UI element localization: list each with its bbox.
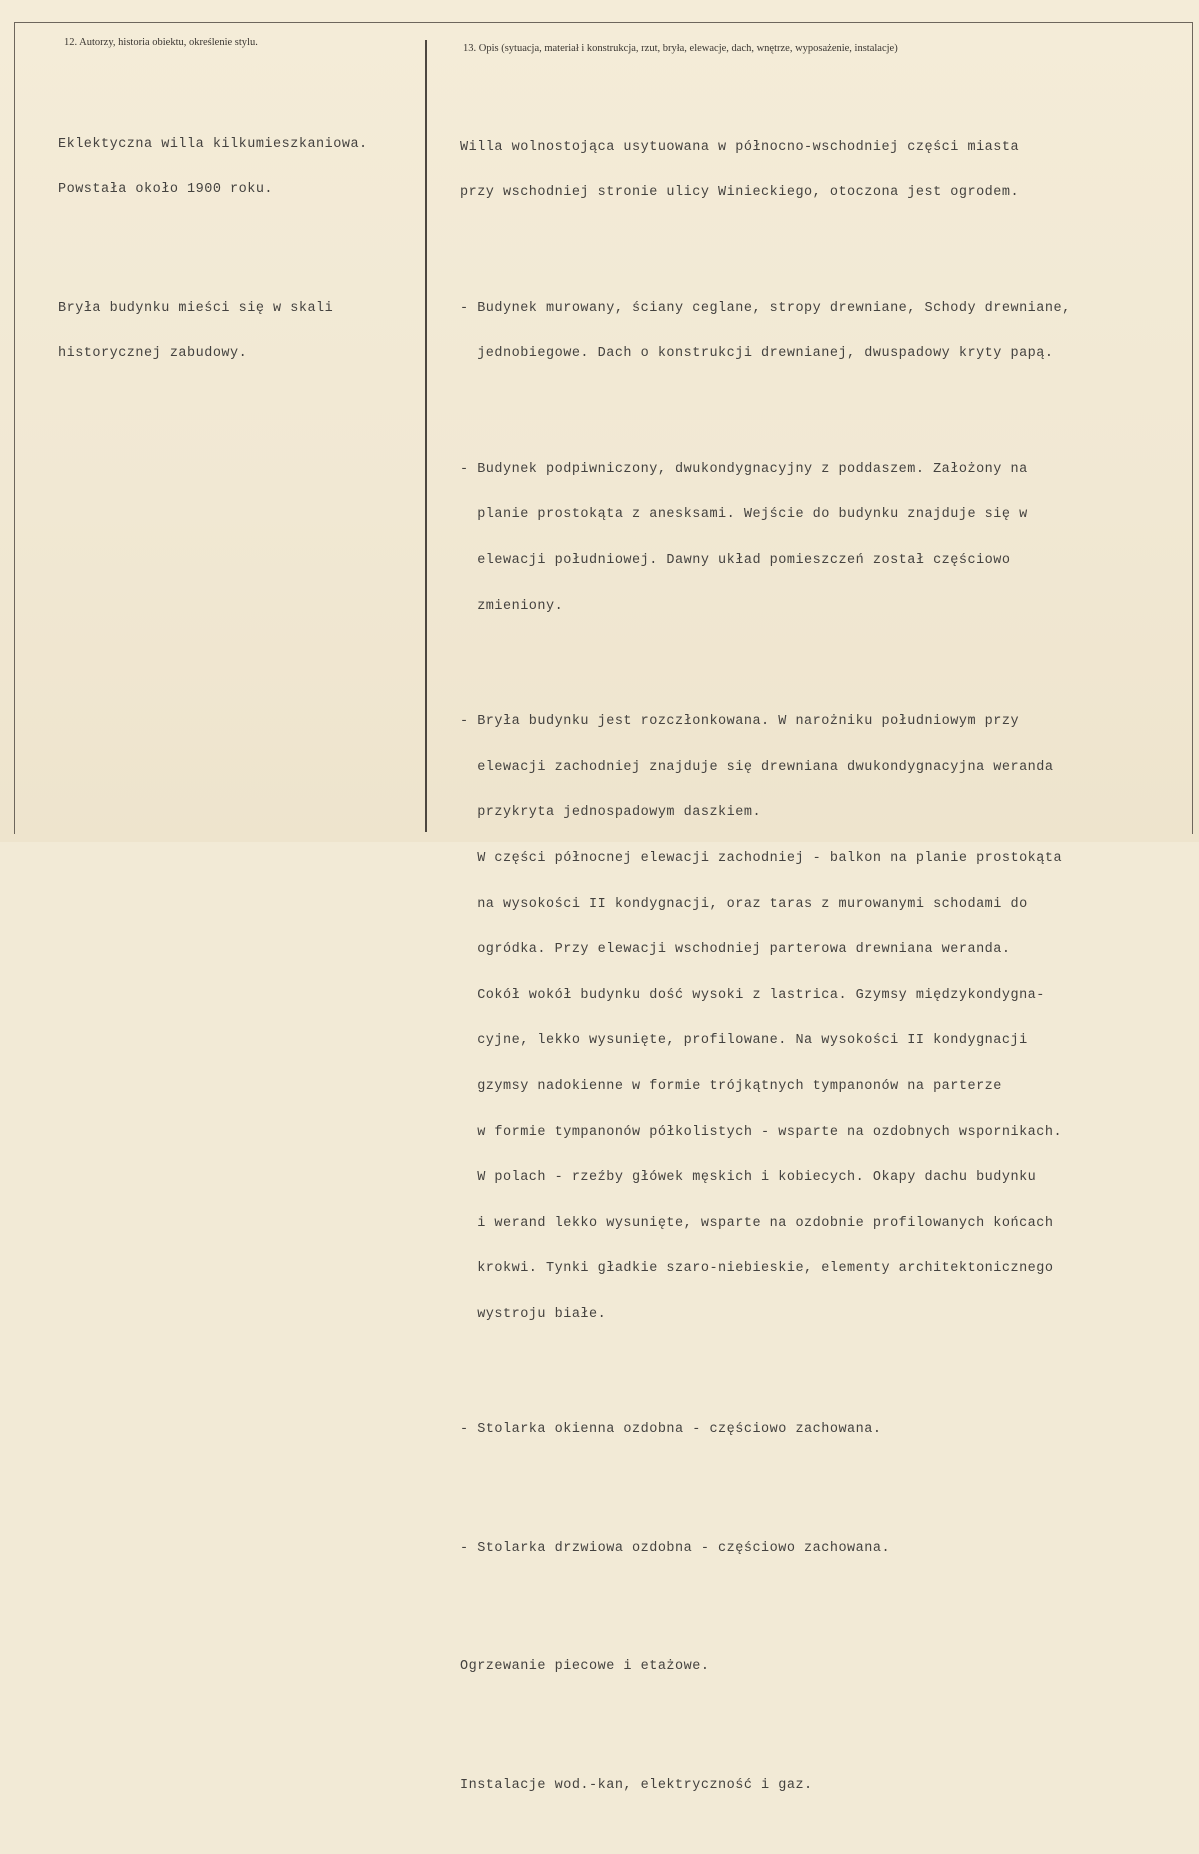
text-line: na wysokości II kondygnacji, oraz taras z murowanymi schodami do: [460, 896, 1028, 912]
section-13-header: 13. Opis (sytuacja, materiał i konstrukcja, rzut, bryła, elewacje, dach, wnętrze, wyposażenie, instalacje): [463, 43, 898, 54]
form-border-right: [1192, 22, 1193, 834]
text-line: Bryła budynku mieści się w skali: [58, 300, 334, 316]
section-12-header: 12. Autorzy, historia obiektu, określenie stylu.: [64, 37, 258, 48]
text-line: Eklektyczna willa kilkumieszkaniowa.: [58, 136, 368, 152]
text-line: - Bryła budynku jest rozczłonkowana. W narożniku południowym przy: [460, 714, 1020, 730]
section-13-text: [460, 79, 1071, 1854]
text-line: planie prostokąta z anesksami. Wejście do budynku znajduje się w: [460, 507, 1028, 523]
text-line: w formie tympanonów półkolistych - wsparte na ozdobnych wspornikach.: [460, 1124, 1063, 1140]
text-line: W części północnej elewacji zachodniej - balkon na planie prostokąta: [460, 850, 1063, 866]
style-paragraph: [58, 106, 368, 228]
text-line: jednobiegowe. Dach o konstrukcji drewnianej, dwuspadowy kryty papą.: [460, 346, 1054, 362]
column-divider: [425, 40, 427, 832]
text-line: historycznej zabudowy.: [58, 346, 248, 362]
massing-item: [460, 684, 1071, 1353]
text-line: W polach - rzeźby główek męskich i kobiecych. Okapy dachu budynku: [460, 1170, 1037, 1186]
text-line: cyjne, lekko wysunięte, profilowane. Na wysokości II kondygnacji: [460, 1033, 1028, 1049]
installations-line: [460, 1747, 1071, 1823]
text-line: elewacji zachodniej znajduje się drewniana dwukondygnacyjna weranda: [460, 759, 1054, 775]
text-line: - Stolarka okienna ozdobna - częściowo zachowana.: [460, 1422, 882, 1438]
form-border-left: [14, 22, 15, 834]
windows-item: [460, 1392, 1071, 1468]
text-line: - Stolarka drzwiowa ozdobna - częściowo zachowana.: [460, 1540, 891, 1556]
text-line: i werand lekko wysunięte, wsparte na ozdobnie profilowanych końcach: [460, 1215, 1054, 1231]
text-line: Willa wolnostojąca usytuowana w północno-wschodniej części miasta: [460, 139, 1020, 155]
text-line: elewacji południowej. Dawny układ pomieszczeń został częściowo: [460, 553, 1011, 569]
text-line: wystroju białe.: [460, 1307, 607, 1323]
text-line: Powstała około 1900 roku.: [58, 182, 274, 198]
text-line: Ogrzewanie piecowe i etażowe.: [460, 1659, 710, 1675]
text-line: gzymsy nadokienne w formie trójkątnych tympanonów na parterze: [460, 1079, 1002, 1094]
layout-item: [460, 431, 1071, 644]
scale-paragraph: [58, 270, 368, 392]
section-12-text: [58, 76, 368, 422]
text-line: zmieniony.: [460, 598, 564, 614]
text-line: przykryta jednospadowym daszkiem.: [460, 805, 762, 821]
text-line: - Budynek murowany, ściany ceglane, stropy drewniane, Schody drewniane,: [460, 300, 1071, 316]
text-line: krokwi. Tynki gładkie szaro-niebieskie, elementy architektonicznego: [460, 1261, 1054, 1277]
text-line: Cokół wokół budynku dość wysoki z lastrica. Gzymsy międzykondygna-: [460, 987, 1045, 1003]
text-line: - Budynek podpiwniczony, dwukondygnacyjny z poddaszem. Założony na: [460, 461, 1028, 477]
heating-line: [460, 1629, 1071, 1705]
text-line: Instalacje wod.-kan, elektryczność i gaz.: [460, 1777, 813, 1793]
form-border-top: [14, 22, 1193, 23]
text-line: przy wschodniej stronie ulicy Winieckiego, otoczona jest ogrodem.: [460, 185, 1020, 201]
intro-paragraph: [460, 109, 1071, 231]
text-line: ogródka. Przy elewacji wschodniej parterowa drewniana weranda.: [460, 942, 1011, 958]
doors-item: [460, 1510, 1071, 1586]
construction-item: [460, 270, 1071, 392]
